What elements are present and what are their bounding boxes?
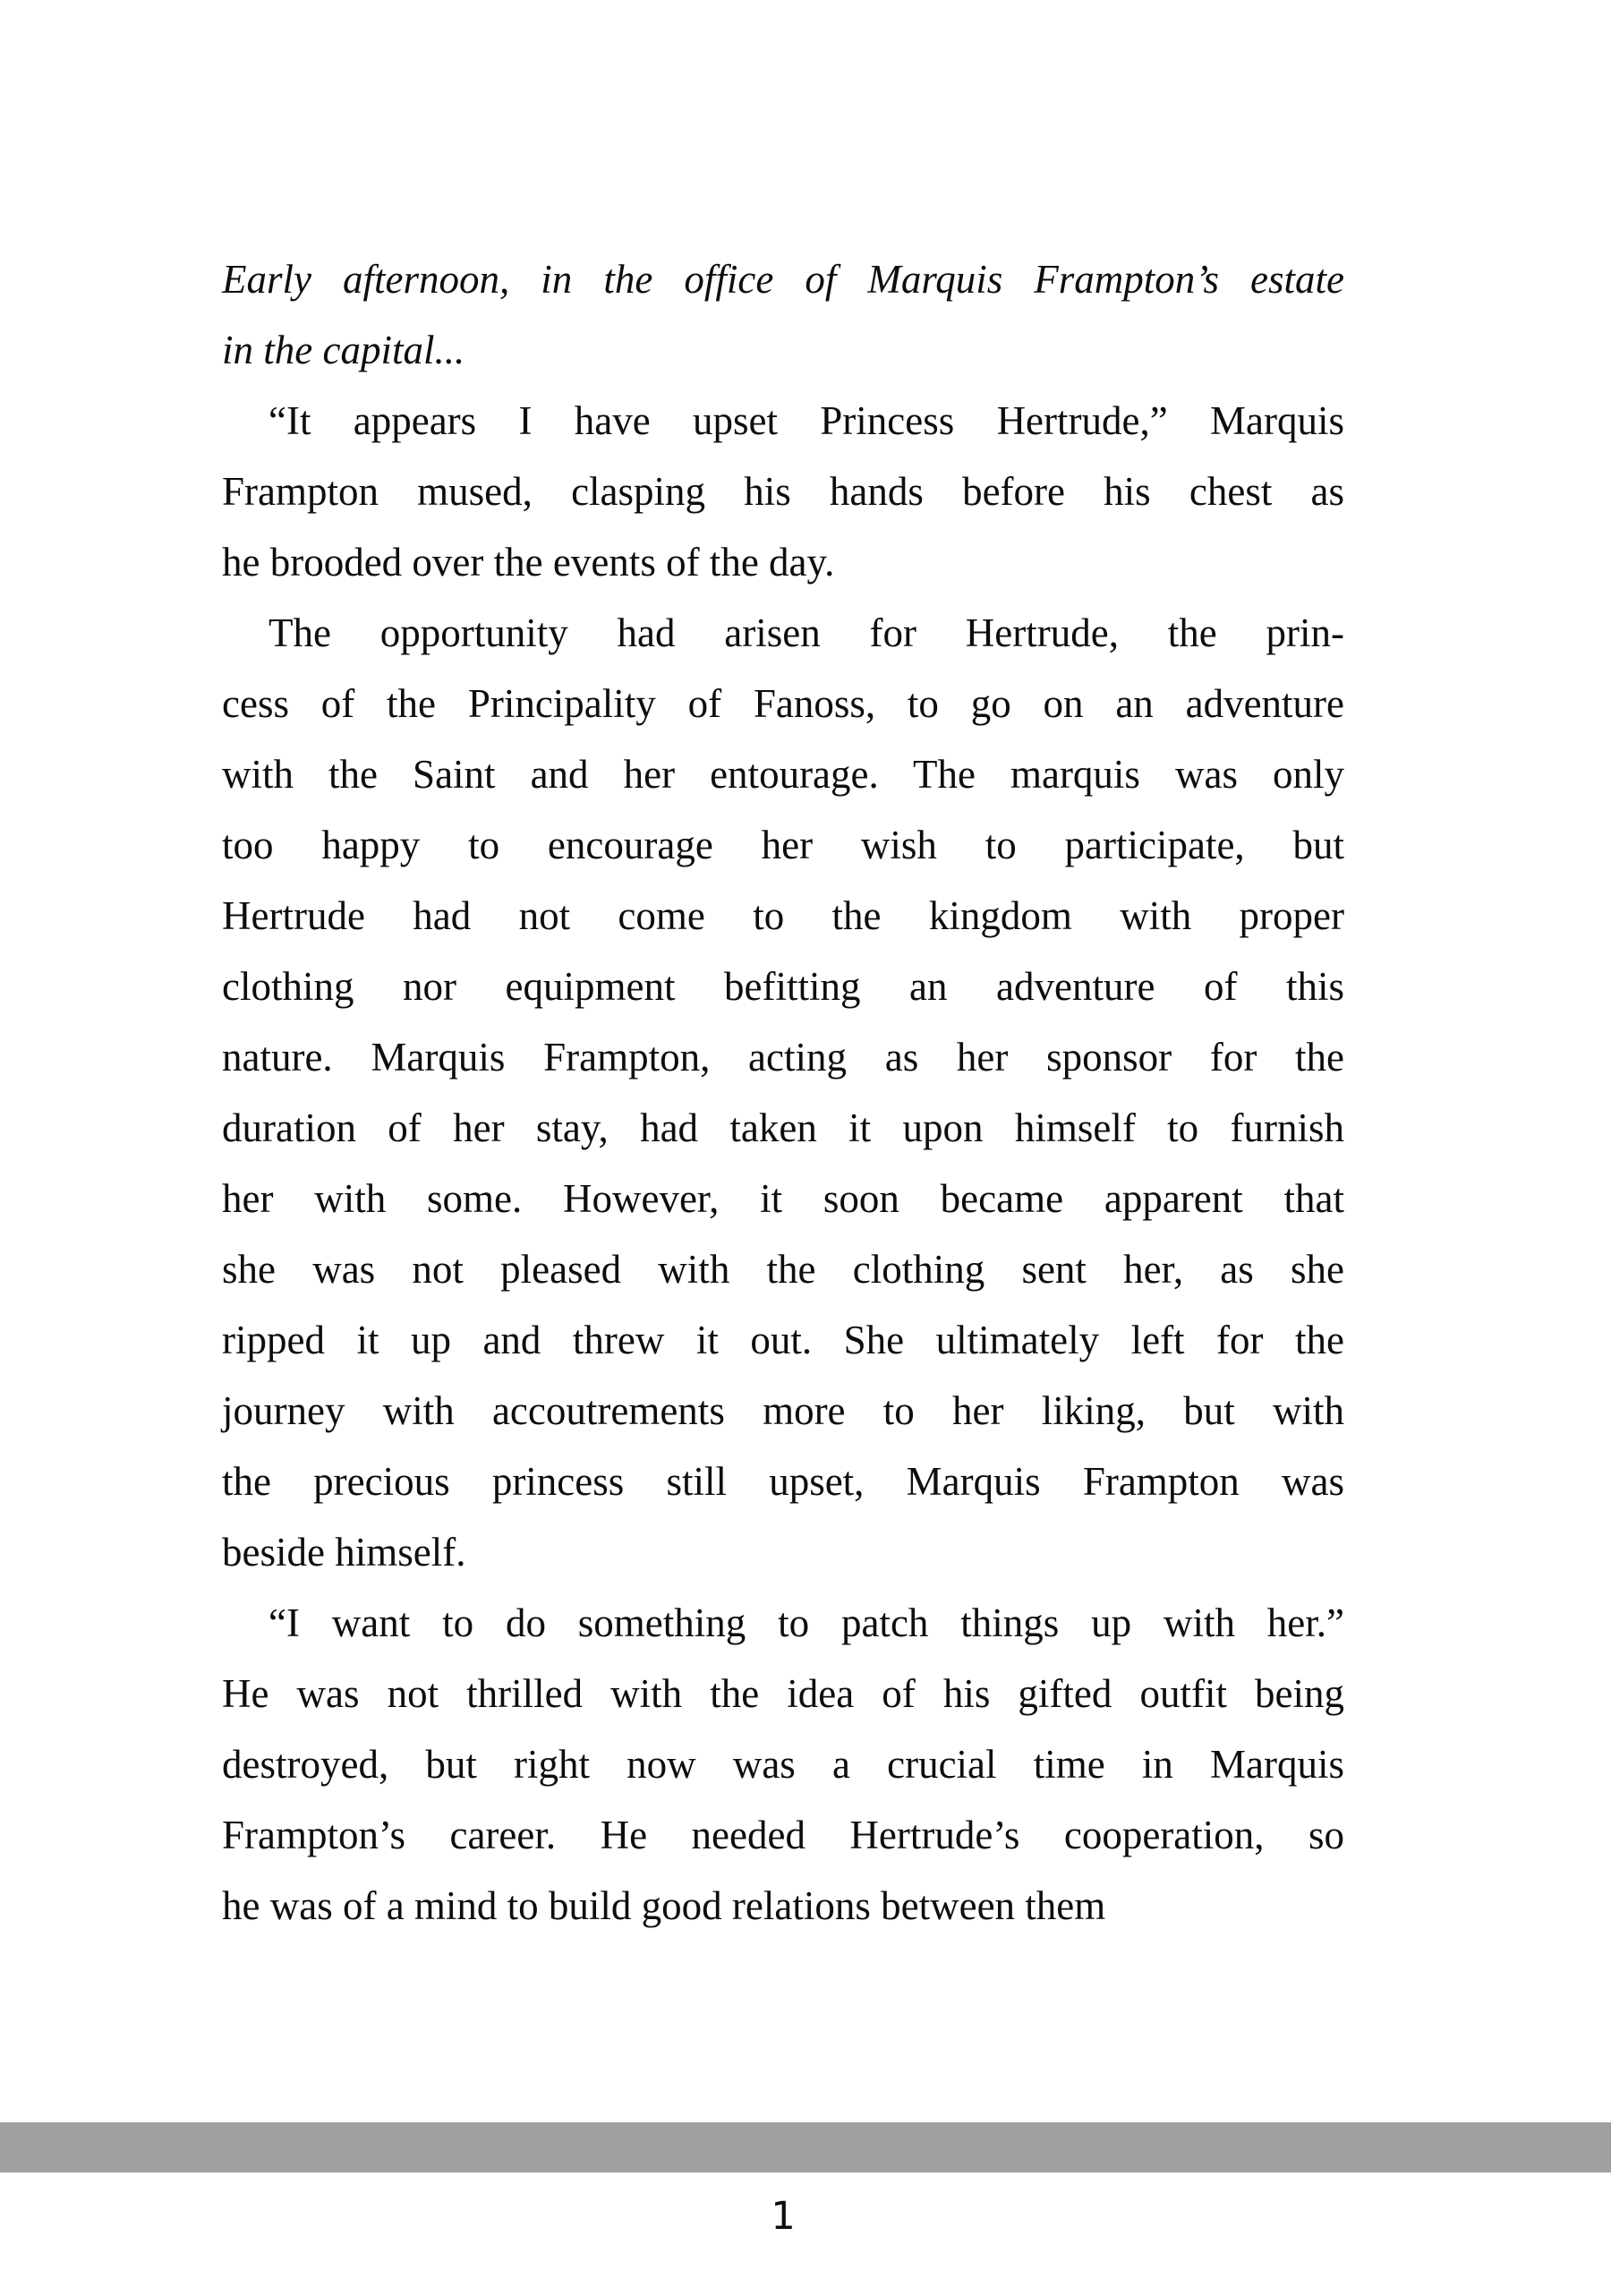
text-line: duration of her stay, had taken it upon himself to furnish [222,1105,1344,1150]
text-line: clothing nor equipment befitting an adventure of this [222,964,1344,1009]
text-line: he was of a mind to build good relations between them [222,1883,1106,1928]
text-line: she was not pleased with the clothing sent her, as she [222,1247,1344,1292]
paragraph [222,244,1344,386]
paragraph [222,598,1344,1588]
paragraph [222,1588,1344,1942]
text-line: destroyed, but right now was a crucial time in Marquis [222,1742,1344,1787]
text-line: journey with accoutrements more to her liking, but with [222,1388,1344,1433]
footer-bar [0,2122,1611,2172]
text-line: The opportunity had arisen for Hertrude, the prin- [268,610,1344,655]
text-line: with the Saint and her entourage. The marquis was only [222,752,1344,797]
text-line: cess of the Principality of Fanoss, to go on an adventure [222,681,1344,726]
text-line: Frampton’s career. He needed Hertrude’s cooperation, so [222,1813,1344,1857]
text-line: in the capital... [222,328,465,372]
text-line: “I want to do something to patch things up with her.” [268,1600,1344,1645]
text-line: Frampton mused, clasping his hands before his chest as [222,469,1344,514]
text-line: Early afternoon, in the office of Marquis Frampton’s estate [222,257,1344,302]
text-line: Hertrude had not come to the kingdom with proper [222,893,1344,938]
text-line: the precious princess still upset, Marquis Frampton was [222,1459,1344,1504]
text-line: beside himself. [222,1530,466,1575]
text-line: ripped it up and threw it out. She ultimately left for the [222,1318,1344,1362]
text-line: “It appears I have upset Princess Hertrude,” Marquis [268,398,1344,443]
text-line: nature. Marquis Frampton, acting as her sponsor for the [222,1035,1344,1080]
text-line: he brooded over the events of the day. [222,540,835,585]
paragraph [222,386,1344,598]
text-line: He was not thrilled with the idea of his gifted outfit being [222,1671,1344,1716]
text-line: her with some. However, it soon became apparent that [222,1176,1344,1221]
page-text [222,244,1344,1942]
text-line: too happy to encourage her wish to participate, but [222,823,1344,867]
page-number: 1 [771,2194,796,2239]
